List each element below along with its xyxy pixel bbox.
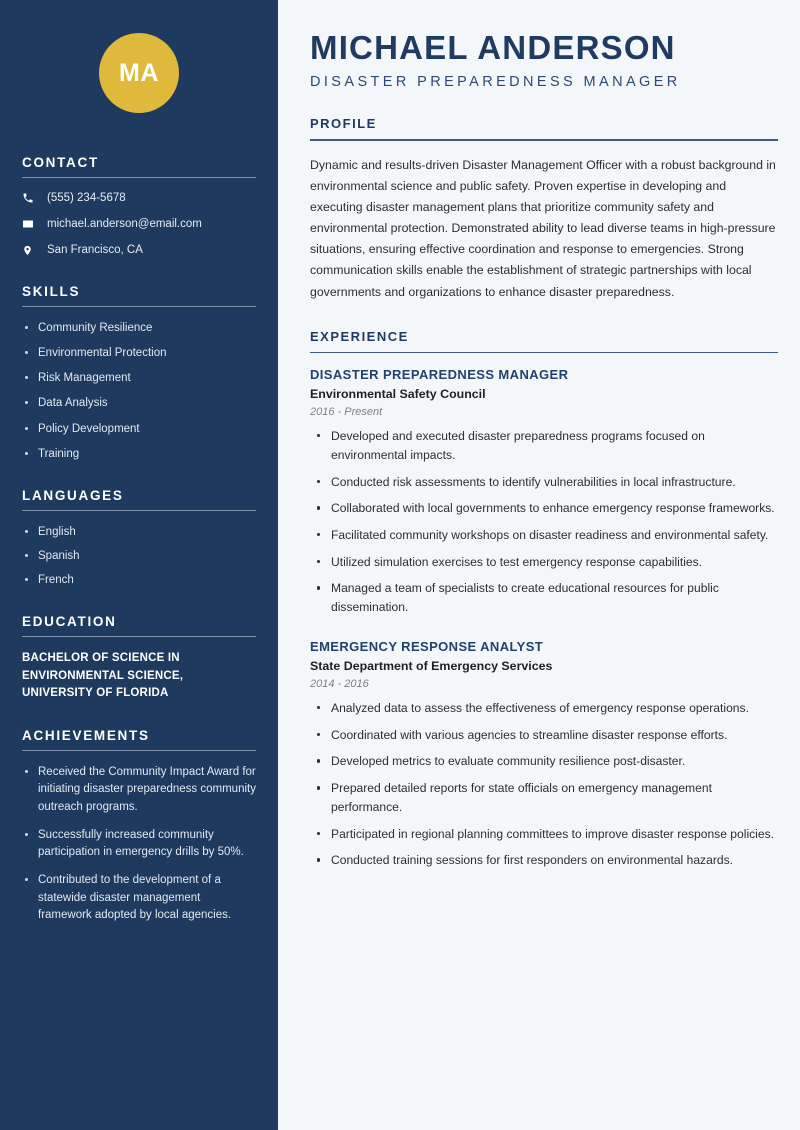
job-bullet-list (310, 699, 778, 870)
list-item: Data Analysis (22, 395, 256, 412)
list-item: Contributed to the development of a statewide disaster management framework adopted by local agencies. (22, 872, 256, 924)
list-item: English (22, 524, 256, 541)
contact-location[interactable] (22, 243, 256, 258)
page-title: MICHAEL ANDERSON (310, 29, 676, 66)
contact-heading: CONTACT (22, 155, 99, 170)
job-title: EMERGENCY RESPONSE ANALYST (310, 638, 544, 654)
contact-phone[interactable] (22, 191, 256, 206)
skills-list (22, 320, 256, 463)
achievements-heading: ACHIEVEMENTS (22, 728, 150, 744)
envelope-icon (22, 218, 41, 230)
profile-section (310, 116, 778, 302)
experience-entry (310, 639, 778, 870)
languages-section (22, 488, 256, 588)
list-item: Conducted training sessions for first responders on environmental hazards. (310, 851, 778, 870)
contact-section (22, 155, 256, 258)
experience-entry (310, 367, 778, 617)
list-item: Successfully increased community participation in emergency drills by 50%. (22, 827, 256, 862)
list-item: Coordinated with various agencies to streamline disaster response efforts. (310, 726, 778, 745)
contact-divider (22, 177, 256, 178)
languages-divider (22, 510, 256, 511)
job-title: DISASTER PREPAREDNESS MANAGER (310, 367, 569, 383)
list-item: Developed and executed disaster preparedness programs focused on environmental impacts. (310, 427, 778, 464)
list-item: French (22, 572, 256, 589)
list-item: Policy Development (22, 421, 256, 438)
job-tagline: DISASTER PREPAREDNESS MANAGER (310, 74, 681, 91)
list-item: Facilitated community workshops on disaster readiness and environmental safety. (310, 526, 778, 545)
skills-heading: SKILLS (22, 283, 81, 299)
phone-icon (22, 192, 41, 204)
languages-heading: LANGUAGES (22, 488, 124, 504)
education-degree: BACHELOR OF SCIENCE IN ENVIRONMENTAL SCIENCE, UNIVERSITY OF FLORIDA (22, 652, 184, 699)
list-item: Participated in regional planning committees to improve disaster response policies. (310, 825, 778, 844)
list-item: Risk Management (22, 370, 256, 387)
list-item: Community Resilience (22, 320, 256, 337)
skills-divider (22, 306, 256, 307)
achievements-section (22, 728, 256, 924)
achievements-divider (22, 750, 256, 751)
avatar-container (22, 0, 256, 155)
list-item: Prepared detailed reports for state officials on emergency management performance. (310, 779, 778, 816)
list-item: Developed metrics to evaluate community resilience post-disaster. (310, 752, 778, 771)
map-pin-icon (22, 244, 41, 257)
list-item: Managed a team of specialists to create educational resources for public dissemination. (310, 579, 778, 616)
list-item: Collaborated with local governments to enhance emergency response frameworks. (310, 499, 778, 518)
avatar: MA (99, 33, 179, 113)
skills-section (22, 284, 256, 463)
contact-location-value: San Francisco, CA (47, 243, 143, 256)
main-content (278, 0, 800, 1130)
contact-email-value: michael.anderson@email.com (47, 217, 202, 230)
contact-phone-value: (555) 234-5678 (47, 192, 126, 204)
profile-heading: PROFILE (310, 116, 377, 132)
job-bullet-list (310, 427, 778, 617)
list-item: Analyzed data to assess the effectiveness of emergency response operations. (310, 699, 778, 718)
job-dates: 2014 - 2016 (310, 677, 369, 690)
sidebar (0, 0, 278, 1130)
education-section (22, 614, 256, 702)
job-dates: 2016 - Present (310, 406, 383, 419)
list-item: Training (22, 446, 256, 463)
list-item: Utilized simulation exercises to test emergency response capabilities. (310, 553, 778, 572)
experience-divider (310, 352, 778, 353)
languages-list (22, 524, 256, 588)
education-divider (22, 636, 256, 637)
list-item: Spanish (22, 548, 256, 565)
profile-text: Dynamic and results-driven Disaster Management Officer with a robust background in environmental science and public safety. Proven expertise in developing and executing disaster management plans that prioritize community safety and environmental protection. Demonstrated ability to lead diverse teams in high-pressure situations, ensuring effective coordination and response to emergencies. Strong communication skills enable the establishment of strategic partnerships with local governments and organizations to enhance disaster preparedness. (310, 157, 776, 299)
job-company: Environmental Safety Council (310, 387, 486, 402)
experience-heading: EXPERIENCE (310, 328, 409, 344)
education-heading: EDUCATION (22, 614, 117, 630)
profile-divider (310, 139, 778, 140)
list-item: Conducted risk assessments to identify vulnerabilities in local infrastructure. (310, 473, 778, 492)
list-item: Environmental Protection (22, 345, 256, 362)
job-company: State Department of Emergency Services (310, 658, 553, 673)
contact-email[interactable] (22, 217, 256, 232)
experience-section (310, 329, 778, 870)
list-item: Received the Community Impact Award for initiating disaster preparedness community outreach programs. (22, 764, 256, 816)
achievements-list (22, 764, 256, 924)
